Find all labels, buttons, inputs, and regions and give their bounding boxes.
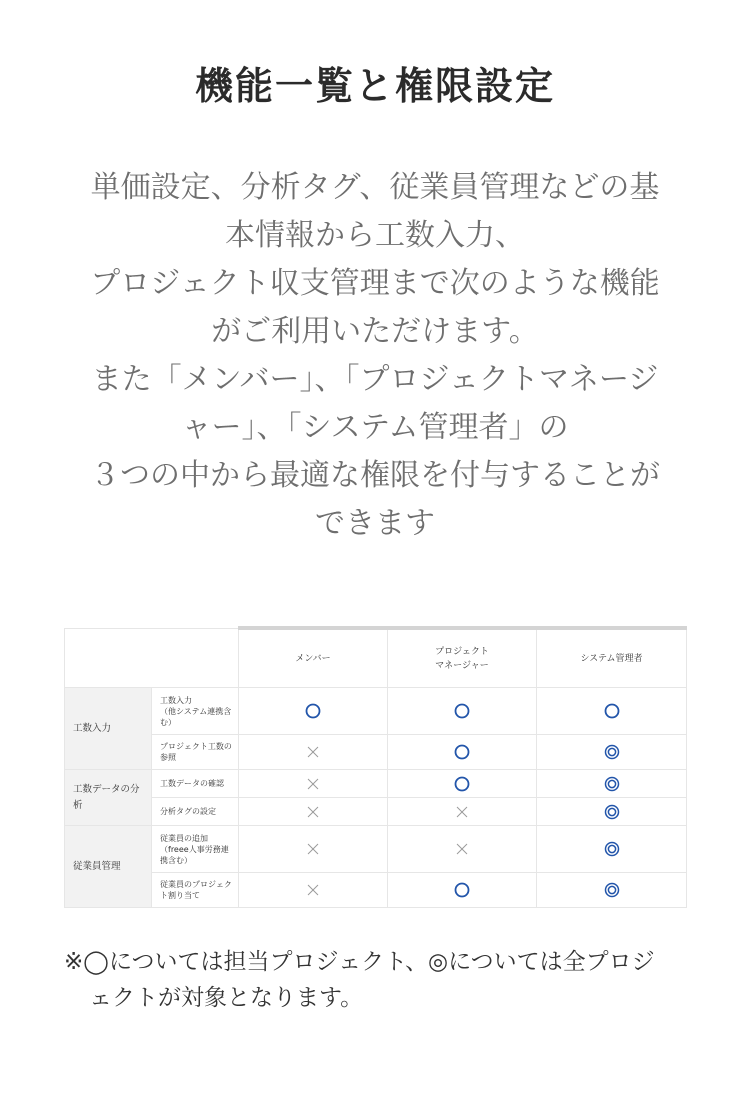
circle-icon xyxy=(453,881,471,899)
intro-line: がご利用いただけます。 xyxy=(211,314,539,349)
intro-line: ャー」、「システム管理者」の xyxy=(181,410,569,445)
page-title: 機能一覧と権限設定 xyxy=(194,64,555,108)
category-label: 析 xyxy=(73,799,83,811)
intro-line: 単価設定、分析タグ、従業員管理などの基 xyxy=(90,170,660,205)
category-label: 従業員管理 xyxy=(73,860,121,872)
circle-icon xyxy=(603,702,621,720)
footnote xyxy=(64,944,690,1016)
feature-label: プロジェクト工数の xyxy=(160,742,232,751)
cross-icon xyxy=(453,840,471,858)
permission-cell xyxy=(239,826,388,873)
cross-icon xyxy=(304,881,322,899)
intro-line: また「メンバー」、「プロジェクトマネージ xyxy=(91,362,659,397)
permission-cell xyxy=(537,873,687,908)
category-kousu-input xyxy=(65,688,152,770)
permission-cell xyxy=(537,735,687,770)
permission-cell xyxy=(239,873,388,908)
header-member-label: メンバー xyxy=(295,653,331,664)
header-system-admin xyxy=(537,628,687,688)
table-header-row xyxy=(65,628,687,688)
table-row xyxy=(65,770,687,798)
permission-cell xyxy=(239,798,388,826)
feature-label: 従業員のプロジェク xyxy=(160,880,232,889)
intro-line: 本情報から工数入力、 xyxy=(225,218,525,253)
double-circle-icon xyxy=(603,881,621,899)
double-circle-icon xyxy=(603,803,621,821)
double-circle-icon xyxy=(603,743,621,761)
cross-icon xyxy=(304,840,322,858)
footnote-line1: ※◯については担当プロジェクト、◎については全プロジ xyxy=(64,949,655,975)
feature-cell xyxy=(152,770,239,798)
header-admin-label: システム管理者 xyxy=(580,653,643,664)
intro-line: できます xyxy=(315,506,435,541)
permission-table xyxy=(64,626,687,908)
table-row xyxy=(65,735,687,770)
feature-label: 携含む） xyxy=(160,855,192,865)
table-row xyxy=(65,826,687,873)
category-label: 工数入力 xyxy=(73,722,112,734)
intro-line: プロジェクト収支管理まで次のような機能 xyxy=(90,266,660,301)
circle-icon xyxy=(304,702,322,720)
feature-label: む） xyxy=(160,717,176,727)
permission-cell xyxy=(537,770,687,798)
table-corner-cell xyxy=(65,628,239,688)
circle-icon xyxy=(453,743,471,761)
table-row xyxy=(65,798,687,826)
feature-label: （freee人事労務連 xyxy=(160,844,229,854)
permission-cell xyxy=(537,798,687,826)
category-employee-management xyxy=(65,826,152,908)
permission-cell xyxy=(388,770,537,798)
intro-line: ３つの中から最適な権限を付与することが xyxy=(90,458,660,493)
permission-cell xyxy=(388,826,537,873)
feature-cell xyxy=(152,873,239,908)
permission-cell xyxy=(388,688,537,735)
feature-cell xyxy=(152,688,239,735)
permission-cell xyxy=(239,688,388,735)
header-pm-label-line1: プロジェクト xyxy=(435,646,489,657)
permission-cell xyxy=(239,770,388,798)
permission-cell xyxy=(537,826,687,873)
intro-text xyxy=(62,164,688,548)
table-row xyxy=(65,688,687,735)
category-label: 工数データの分 xyxy=(73,783,140,795)
feature-label: 従業員の追加 xyxy=(160,833,208,843)
circle-icon xyxy=(453,775,471,793)
permission-cell xyxy=(388,735,537,770)
feature-label: 参照 xyxy=(160,753,176,762)
double-circle-icon xyxy=(603,775,621,793)
feature-cell xyxy=(152,798,239,826)
feature-label: ト割り当て xyxy=(160,891,200,900)
feature-cell xyxy=(152,826,239,873)
feature-cell xyxy=(152,735,239,770)
feature-label: 工数データの確認 xyxy=(160,779,224,788)
feature-label: 分析タグの設定 xyxy=(160,807,216,816)
cross-icon xyxy=(453,803,471,821)
feature-label: （他システム連携含 xyxy=(160,706,232,716)
header-pm-label-line2: マネージャー xyxy=(435,660,489,671)
cross-icon xyxy=(304,775,322,793)
feature-label: 工数入力 xyxy=(160,695,192,705)
permission-cell xyxy=(239,735,388,770)
footnote-line2: ェクトが対象となります。 xyxy=(89,985,364,1011)
permission-table-wrapper xyxy=(64,626,686,910)
circle-icon xyxy=(453,702,471,720)
permission-cell xyxy=(537,688,687,735)
permission-cell xyxy=(388,873,537,908)
cross-icon xyxy=(304,743,322,761)
category-data-analysis xyxy=(65,770,152,826)
double-circle-icon xyxy=(603,840,621,858)
header-project-manager xyxy=(388,628,537,688)
header-member xyxy=(239,628,388,688)
cross-icon xyxy=(304,803,322,821)
table-row xyxy=(65,873,687,908)
permission-cell xyxy=(388,798,537,826)
